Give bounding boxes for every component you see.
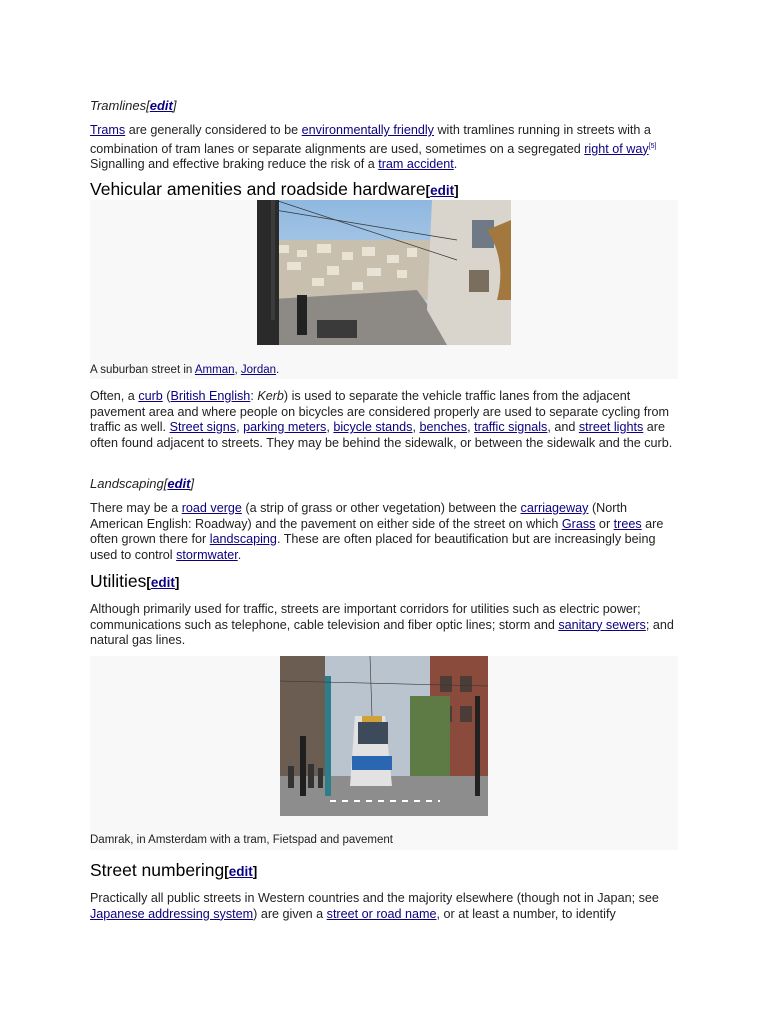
link-british-english[interactable]: British English [170, 389, 251, 403]
link-environmentally-friendly[interactable]: environmentally friendly [301, 123, 434, 137]
damrak-caption: Damrak, in Amsterdam with a tram, Fietspad and pavement [90, 834, 393, 846]
edit-link-landscaping[interactable]: edit [167, 476, 191, 491]
tramlines-paragraph: Trams are generally considered to be environmentally friendly with tramlines running in streets with a combination of tram lanes or separate alignments are used, sometimes on a segregated right of way[5] Signalling and effective braking reduce the risk of a tram accident. [90, 123, 657, 172]
vehicular-heading: Vehicular amenities and roadside hardware[edit] [90, 179, 459, 199]
landscaping-heading: Landscaping[edit] [90, 476, 195, 491]
link-street-or-road-name[interactable]: street or road name [326, 906, 437, 921]
link-road-verge[interactable]: road verge [181, 501, 242, 515]
link-parking-meters[interactable]: parking meters [243, 420, 327, 434]
street-numbering-paragraph: Practically all public streets in Western countries and the majority elsewhere (though not in Japan; see Japanese addressing system) are given a street or road name, or at least a number, to identify [90, 891, 659, 921]
landscaping-heading-text: Landscaping [90, 476, 164, 491]
landscaping-paragraph: There may be a road verge (a strip of grass or other vegetation) between the carriageway (North American English: Roadway) and the pavement on either side of the street on which Grass or trees are often grown there for landscaping. These are often placed for beautification but are increasingly being used to control stormwater. [90, 501, 664, 562]
damrak-tram-image [280, 656, 488, 816]
link-traffic-signals[interactable]: traffic signals [474, 420, 548, 434]
amman-street-image [257, 200, 511, 345]
utilities-heading-text: Utilities [90, 571, 147, 591]
vehicular-heading-text: Vehicular amenities and roadside hardware [90, 179, 426, 199]
link-stormwater[interactable]: stormwater [176, 547, 238, 562]
edit-link-tramlines[interactable]: edit [149, 98, 173, 113]
link-landscaping[interactable]: landscaping [209, 532, 277, 546]
tramlines-heading-text: Tramlines [90, 98, 147, 113]
utilities-heading: Utilities[edit] [90, 571, 180, 591]
link-trees[interactable]: trees [613, 516, 642, 531]
link-carriageway[interactable]: carriageway [520, 501, 589, 515]
link-amman[interactable]: Amman [194, 364, 235, 376]
link-bicycle-stands[interactable]: bicycle stands [333, 420, 413, 434]
link-right-of-way[interactable]: right of way [584, 141, 649, 156]
amman-caption: A suburban street in Amman, Jordan. [90, 364, 280, 376]
damrak-figure [90, 656, 678, 850]
link-trams[interactable]: Trams [90, 123, 126, 137]
link-benches[interactable]: benches [419, 420, 468, 434]
link-grass[interactable]: Grass [561, 516, 596, 531]
street-numbering-heading: Street numbering[edit] [90, 860, 258, 880]
edit-link-utilities[interactable]: edit [150, 575, 175, 590]
reference-5[interactable]: [5] [648, 142, 657, 150]
vehicular-paragraph: Often, a curb (British English: Kerb) is used to separate the vehicle traffic lanes from the adjacent pavement area and where people on bicycles are considered properly are used to separate cycling from traffic as well. Street signs, parking meters, bicycle stands, benches, traffic signals, and street lights are often found adjacent to streets. They may be behind the sidewalk, or between the sidewalk and the curb. [90, 389, 673, 450]
link-tram-accident[interactable]: tram accident [378, 157, 454, 172]
street-numbering-heading-text: Street numbering [90, 860, 225, 880]
tramlines-heading: Tramlines[edit] [90, 98, 177, 113]
link-sanitary-sewers[interactable]: sanitary sewers [558, 617, 646, 632]
amman-figure [90, 200, 678, 379]
utilities-paragraph: Although primarily used for traffic, streets are important corridors for utilities such as electric power; communications such as telephone, cable television and fiber optic lines; storm and sanitary sewers; and natural gas lines. [90, 602, 674, 647]
link-curb[interactable]: curb [138, 389, 163, 403]
link-jordan[interactable]: Jordan [240, 364, 277, 376]
edit-link-vehicular[interactable]: edit [430, 183, 455, 198]
edit-link-street-numbering[interactable]: edit [228, 864, 253, 879]
link-japanese-addressing-system[interactable]: Japanese addressing system [90, 906, 254, 921]
link-street-lights[interactable]: street lights [578, 420, 644, 434]
link-street-signs[interactable]: Street signs [169, 420, 237, 434]
